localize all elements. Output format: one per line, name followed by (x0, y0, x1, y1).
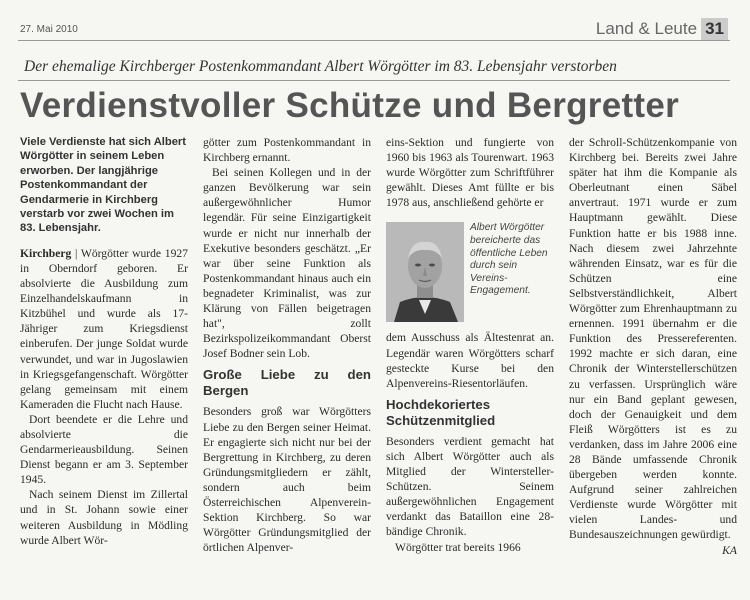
paragraph: Dort beendete er die Lehre und absolvierte die Gendarmerieausbildung. Seinen Dienst begann er am 3. September 1945. (20, 412, 188, 487)
article-column-2 (203, 135, 371, 555)
portrait-illustration (386, 222, 464, 322)
paragraph: Wörgötter trat bereits 1966 (395, 540, 521, 554)
issue-date: 27. Mai 2010 (20, 24, 78, 35)
paragraph: dem Ausschuss als Ältestenrat an. Legendär waren Wörgötters scharf gesteckte Kurse bei den Alpenvereins-Riesentorläufen. (386, 331, 554, 390)
photo-caption: Albert Wörgötter bereicherte das öffentliche Leben durch sein Vereins-Engagement. (470, 222, 548, 297)
kicker-divider (18, 80, 730, 81)
portrait-photo (386, 222, 464, 322)
article-column-3 (386, 135, 554, 555)
author-initials: KA (722, 543, 737, 557)
article-lead: Viele Verdienste hat sich Albert Wörgötter in seinem Leben erworben. Der langjährige Postenkommandant der Gendarmerie in Kirchberg verstarb vor zwei Wochen im 83. Lebensjahr. (20, 136, 187, 235)
subheading-mountains: Große Liebe zu den Bergen (203, 367, 371, 399)
paragraph: Besonders groß war Wörgötters Liebe zu den Bergen seiner Heimat. Er engagierte sich nicht nur bei der Bergrettung in Kirchberg, zu deren Gründungsmitgliedern er zählt, sondern auch beim Österreichischen Alpenverein-Sektion Kirchberg. So war Wörgötter Gründungsmitglied der örtlichen Alpenver- (203, 405, 371, 555)
paragraph: Kirchberg | Wörgötter wurde 1927 in Oberndorf geboren. Er absolvierte die Ausbildung zum Einzelhandelskaufmann in Kitzbühel und wurde als 17-Jähriger zum Kriegsdienst einberufen. Der junge Soldat wurde verwundet, und war in Jugoslawien in Kriegsgefangenschaft. Wörgötter gelang gemeinsam mit einem Kameraden die Flucht nach Hause. (20, 246, 188, 411)
paragraph (569, 135, 737, 557)
header-divider (18, 40, 730, 41)
paragraph: Bei seinen Kollegen und in der ganzen Bevölkerung war sein außergewöhnlicher Humor legendär. Für seine Einzigartigkeit wurde er nicht nur innerhalb der Exekutive besonders geschätzt. „Er war über seine Funktion als Postenkommandant hinaus auch ein begnadeter Kriminalist, was zur Klärung von Fällen beigetragen hat", zollt Bezirkspolizeikommandant Oberst Josef Bodner sein Lob. (203, 166, 371, 361)
subheading-shooters: Hochdekoriertes Schützenmitglied (386, 396, 496, 428)
paragraph-text: Wörgötter wurde 1927 in Oberndorf geboren. Er absolvierte die Ausbildung zum Einzelhandelskaufmann in Kitzbühel und wurde als 17-Jähriger zum Kriegsdienst einberufen. Der junge Soldat wurde verwundet, und war in Jugoslawien in Kriegsgefangenschaft. Wörgötter gelang gemeinsam mit einem Kameraden die Flucht nach Hause. (20, 246, 188, 411)
dateline: Kirchberg (20, 246, 72, 260)
section-tag (596, 18, 728, 40)
article-kicker: Der ehemalige Kirchberger Postenkommandant Albert Wörgötter im 83. Lebensjahr verstorben (24, 58, 617, 75)
paragraph: Nach seinem Dienst im Zillertal und in St. Johann sowie einer weiteren Ausbildung in Mödling wurde Albert Wör- (20, 488, 188, 547)
section-name: Land & Leute (595, 19, 698, 38)
photo-block (386, 222, 554, 322)
paragraph: götter zum Postenkommandant in Kirchberg ernannt. (203, 136, 371, 165)
article-headline: Verdienstvoller Schütze und Bergretter (20, 86, 680, 125)
article-column-1 (20, 135, 188, 548)
paragraph: eins-Sektion und fungierte von 1960 bis 1963 als Tourenwart. 1963 wurde Wörgötter zum Schriftführer gewählt. Dieses Amt füllte er bis 1978 aus, anschließend gehörte er (386, 136, 554, 210)
article-column-4 (569, 135, 737, 558)
paragraph: Besonders verdient gemacht hat sich Albert Wörgötter auch als Mitglied der Wintersteller-Schützen. Seinem außergewöhnlichen Engagement verdankt das Bataillon eine 28-bändige Chronik. (386, 434, 554, 539)
page-number: 31 (701, 18, 728, 40)
paragraph-text: der Schroll-Schützenkompanie von Kirchberg bei. Bereits zwei Jahre später hat ihm die Kompanie als Oberleutnant einen Säbel anvertraut. 1971 wurde er zum Hauptmann gewählt. Diese Funktion hatte er bis 1988 inne. Nach diesem zwei Jahrzehnte währenden Einsatz, war es für die Schützen eine Selbstverständlichkeit, Albert Wörgötter zum Ehrenhauptmann zu ernennen. 1991 übernahm er die Funktion des Pressereferenten. 1992 machte er sich daran, eine Chronik der Winterstellerschützen zu verfassen. Ursprünglich wäre nur ein Band geplant gewesen, doch der Genauigkeit und dem Fleiß Wörgötters ist es zu verdanken, dass im Jahre 2006 eine 28 Bände umfassende Chronik übergeben werden konnte. Aufgrund seiner zahlreichen Verdienste wurde Wörgötter mit vielen Landes- und Bundesauszeichnungen gewürdigt. (569, 136, 737, 542)
